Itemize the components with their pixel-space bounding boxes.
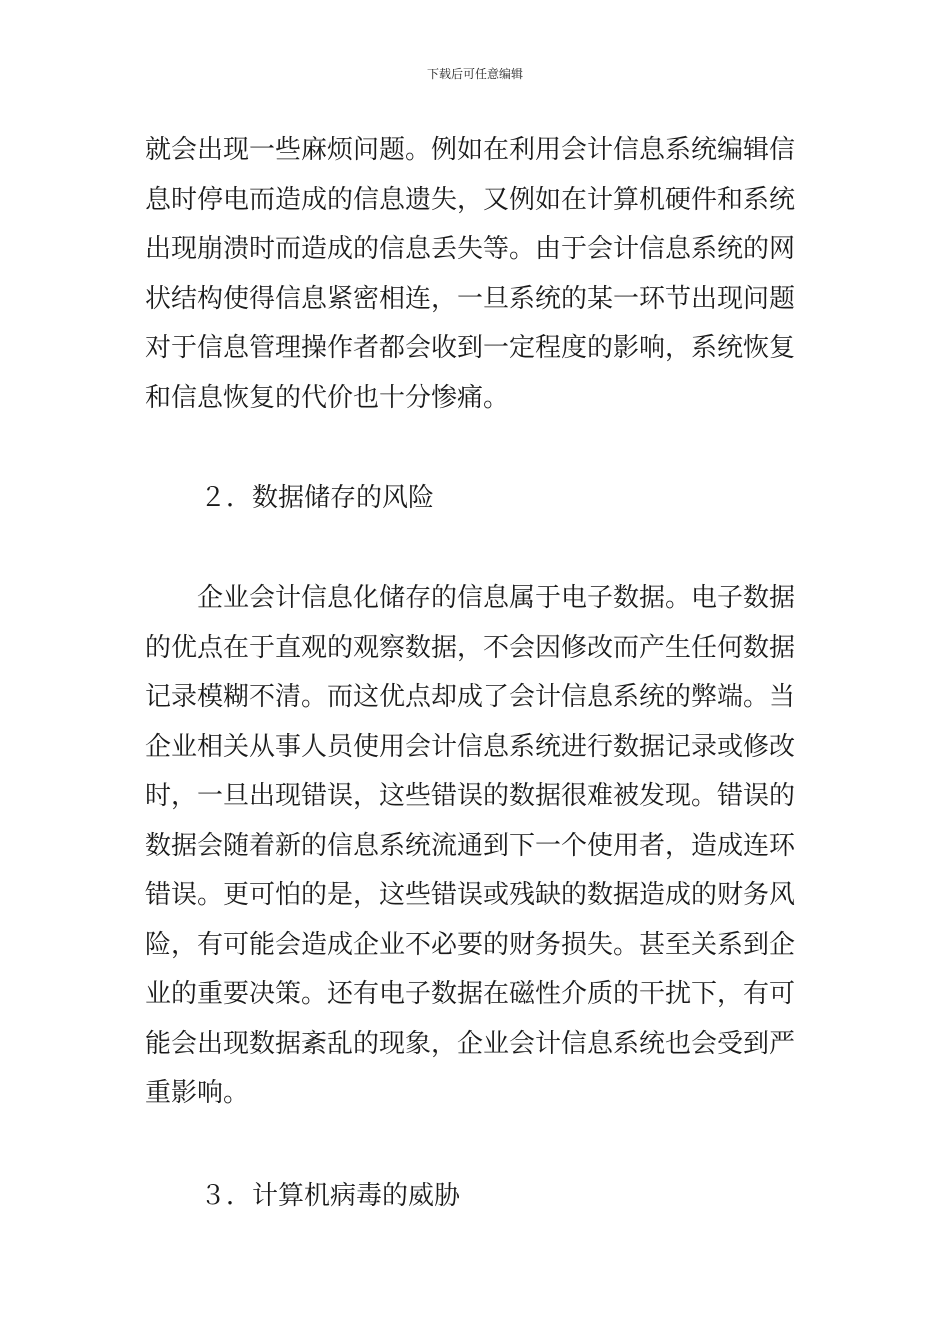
paragraph-line: 的优点在于直观的观察数据，不会因修改而产生任何数据	[145, 632, 796, 663]
paragraph-2	[145, 574, 808, 1119]
section-heading-3: ３．计算机病毒的威胁	[200, 1181, 461, 1211]
paragraph-line: 能会出现数据紊乱的现象，企业会计信息系统也会受到严	[145, 1028, 796, 1059]
paragraph-line: 时，一旦出现错误，这些错误的数据很难被发现。错误的	[145, 781, 796, 811]
section-heading-2: ２．数据储存的风险	[200, 483, 435, 513]
paragraph-line: 和信息恢复的代价也十分惨痛。	[145, 382, 510, 413]
paragraph-line: 业的重要决策。还有电子数据在磁性介质的干扰下，有可	[145, 979, 796, 1009]
paragraph-line: 重影响。	[145, 1078, 250, 1108]
paragraph-1	[145, 126, 808, 423]
paragraph-line: 企业会计信息化储存的信息属于电子数据。电子数据	[145, 583, 796, 613]
header-note: 下载后可任意编辑	[426, 67, 523, 81]
paragraph-line: 状结构使得信息紧密相连，一旦系统的某一环节出现问题	[145, 283, 796, 314]
paragraph-line: 息时停电而造成的信息遗失，又例如在计算机硬件和系统	[145, 184, 796, 215]
paragraph-line: 记录模糊不清。而这优点却成了会计信息系统的弊端。当	[145, 682, 796, 712]
paragraph-line: 就会出现一些麻烦问题。例如在利用会计信息系统编辑信	[145, 135, 796, 165]
paragraph-line: 出现崩溃时而造成的信息丢失等。由于会计信息系统的网	[145, 234, 796, 264]
paragraph-line: 企业相关从事人员使用会计信息系统进行数据记录或修改	[145, 731, 796, 762]
paragraph-line: 数据会随着新的信息系统流通到下一个使用者，造成连环	[145, 830, 796, 861]
paragraph-line: 对于信息管理操作者都会收到一定程度的影响，系统恢复	[145, 333, 796, 363]
paragraph-line: 险，有可能会造成企业不必要的财务损失。甚至关系到企	[145, 929, 796, 960]
paragraph-line: 错误。更可怕的是，这些错误或残缺的数据造成的财务风	[145, 880, 796, 910]
